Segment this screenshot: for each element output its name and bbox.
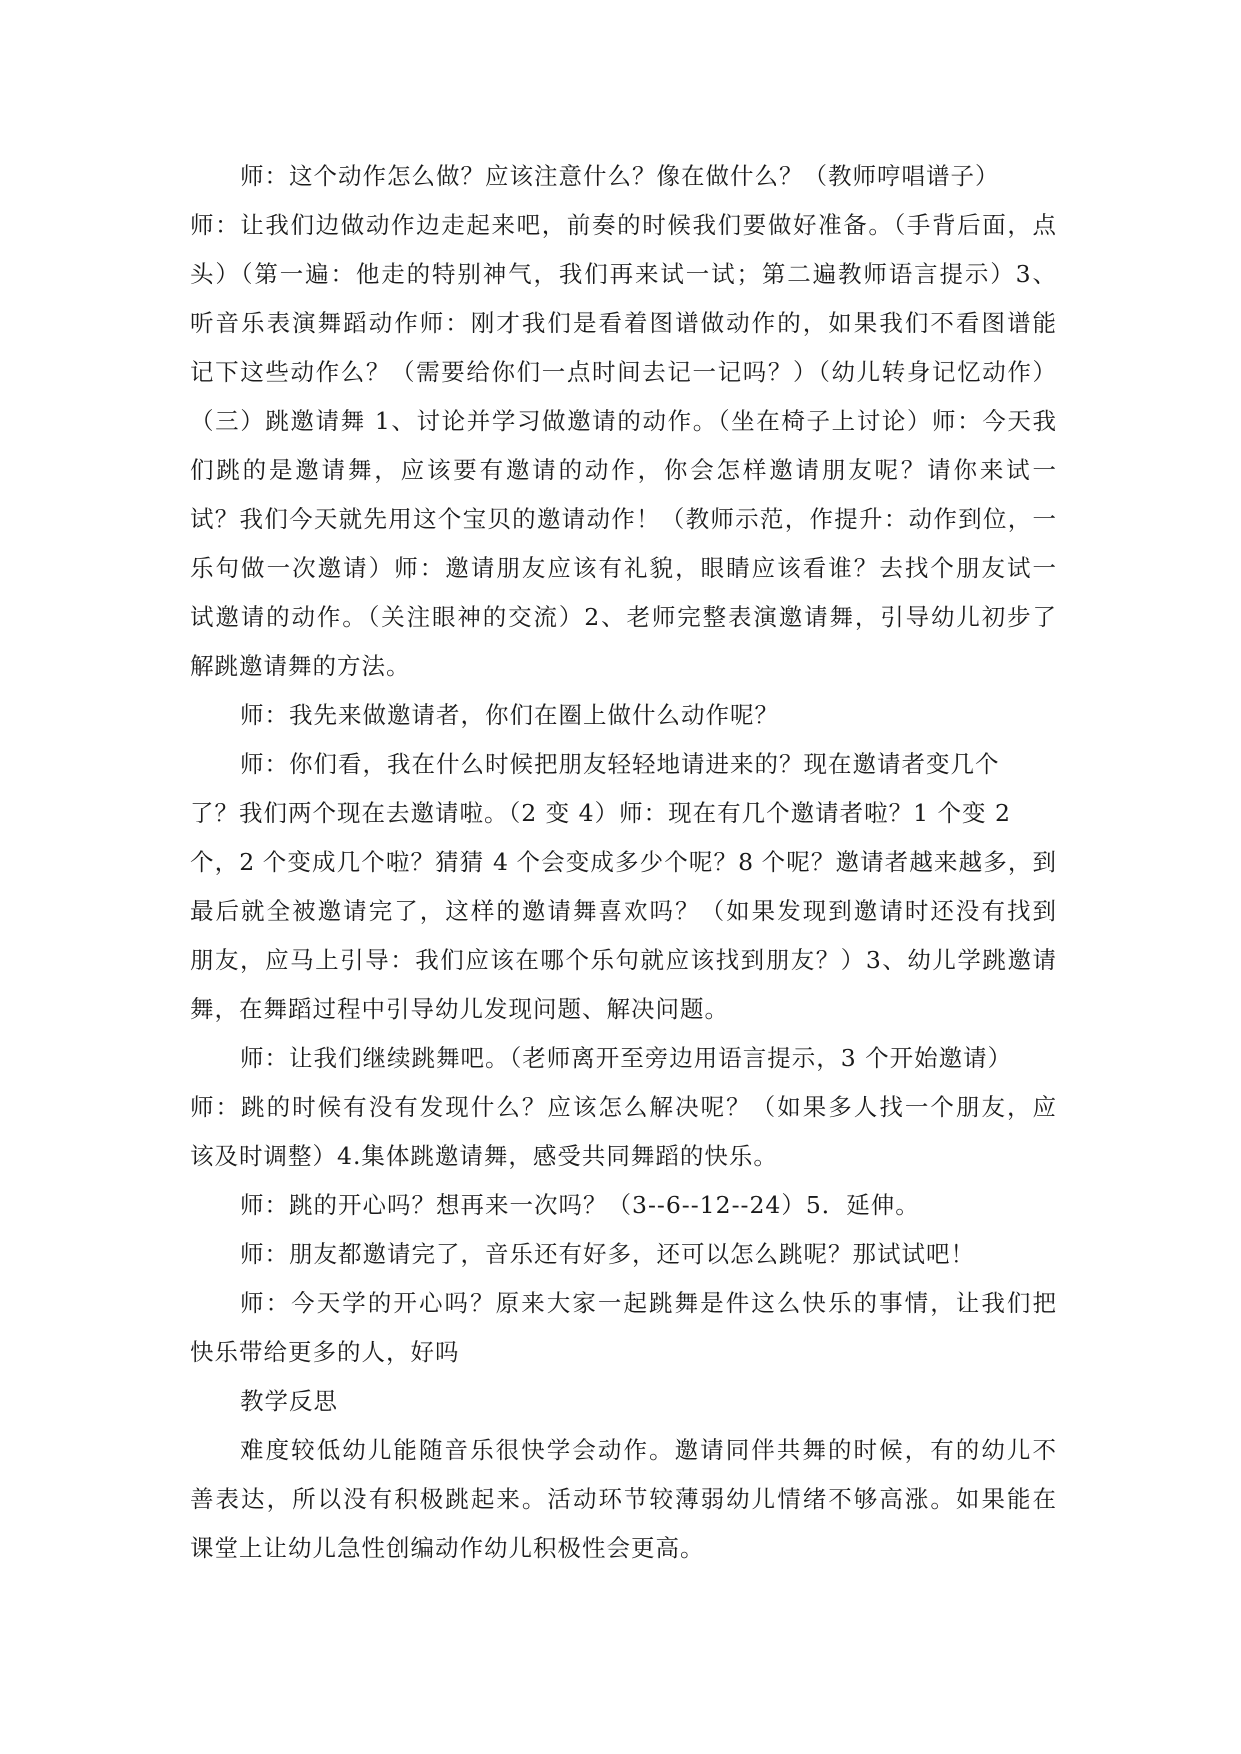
text-line: 记下这些动作么？（需要给你们一点时间去记一记吗？）（幼儿转身记忆动作） (190, 358, 1056, 386)
paragraph (190, 152, 1056, 201)
paragraph (190, 201, 1056, 691)
text-line: 难度较低幼儿能随音乐很快学会动作。邀请同伴共舞的时候，有的幼儿不 (240, 1436, 1056, 1464)
text-line: 师：你们看，我在什么时候把朋友轻轻地请进来的？现在邀请者变几个 (240, 750, 1000, 778)
paragraph (190, 691, 1056, 740)
paragraph (190, 740, 1056, 1034)
text-line: 善表达，所以没有积极跳起来。活动环节较薄弱幼儿情绪不够高涨。如果能在 (190, 1485, 1056, 1513)
section-heading (190, 1377, 1056, 1426)
text-line: 师：朋友都邀请完了，音乐还有好多，还可以怎么跳呢？那试试吧！ (240, 1240, 975, 1268)
text-line: 乐句做一次邀请）师：邀请朋友应该有礼貌，眼睛应该看谁？去找个朋友试一 (190, 554, 1056, 582)
text-line: 听音乐表演舞蹈动作师：刚才我们是看着图谱做动作的，如果我们不看图谱能 (190, 309, 1056, 337)
text-line: 舞，在舞蹈过程中引导幼儿发现问题、解决问题。 (190, 995, 729, 1023)
section-heading-text: 教学反思 (240, 1387, 338, 1415)
text-line: 该及时调整）4.集体跳邀请舞，感受共同舞蹈的快乐。 (190, 1142, 778, 1170)
text-line: 快乐带给更多的人，好吗 (190, 1338, 460, 1366)
paragraph (190, 1279, 1056, 1377)
paragraph (190, 1230, 1056, 1279)
text-line: 个，2 个变成几个啦？猜猜 4 个会变成多少个呢？8 个呢？邀请者越来越多，到 (190, 848, 1056, 876)
text-line: 朋友，应马上引导：我们应该在哪个乐句就应该找到朋友？）3、幼儿学跳邀请 (190, 946, 1056, 974)
text-line: 试邀请的动作。（关注眼神的交流）2、老师完整表演邀请舞，引导幼儿初步了 (190, 603, 1056, 631)
paragraph (190, 1426, 1056, 1573)
text-line: 师：让我们继续跳舞吧。（老师离开至旁边用语言提示，3 个开始邀请） (240, 1044, 1013, 1072)
text-line: 课堂上让幼儿急性创编动作幼儿积极性会更高。 (190, 1534, 705, 1562)
text-line: 头）（第一遍：他走的特别神气，我们再来试一试；第二遍教师语言提示）3、 (190, 260, 1056, 288)
text-line: 师：我先来做邀请者，你们在圈上做什么动作呢？ (240, 701, 779, 729)
text-line: 师：跳的开心吗？想再来一次吗？（3--6--12--24）5．延伸。 (240, 1191, 920, 1219)
document-body (190, 152, 1056, 1573)
text-line: （三）跳邀请舞 1、讨论并学习做邀请的动作。（坐在椅子上讨论）师：今天我 (190, 407, 1056, 435)
paragraph (190, 1181, 1056, 1230)
text-line: 解跳邀请舞的方法。 (190, 652, 411, 680)
text-line: 们跳的是邀请舞，应该要有邀请的动作，你会怎样邀请朋友呢？请你来试一 (190, 456, 1056, 484)
text-line: 了？我们两个现在去邀请啦。（2 变 4）师：现在有几个邀请者啦？1 个变 2 (190, 799, 1011, 827)
text-line: 师：今天学的开心吗？原来大家一起跳舞是件这么快乐的事情，让我们把 (240, 1289, 1056, 1317)
text-line: 师：让我们边做动作边走起来吧，前奏的时候我们要做好准备。（手背后面，点 (190, 211, 1056, 239)
text-line: 试？我们今天就先用这个宝贝的邀请动作！（教师示范，作提升：动作到位，一 (190, 505, 1056, 533)
text-line: 最后就全被邀请完了，这样的邀请舞喜欢吗？（如果发现到邀请时还没有找到 (190, 897, 1056, 925)
paragraph (190, 1034, 1056, 1083)
text-line: 师：这个动作怎么做？应该注意什么？像在做什么？（教师哼唱谱子） (240, 162, 1000, 190)
paragraph (190, 1083, 1056, 1181)
text-line: 师：跳的时候有没有发现什么？应该怎么解决呢？（如果多人找一个朋友，应 (190, 1093, 1056, 1121)
